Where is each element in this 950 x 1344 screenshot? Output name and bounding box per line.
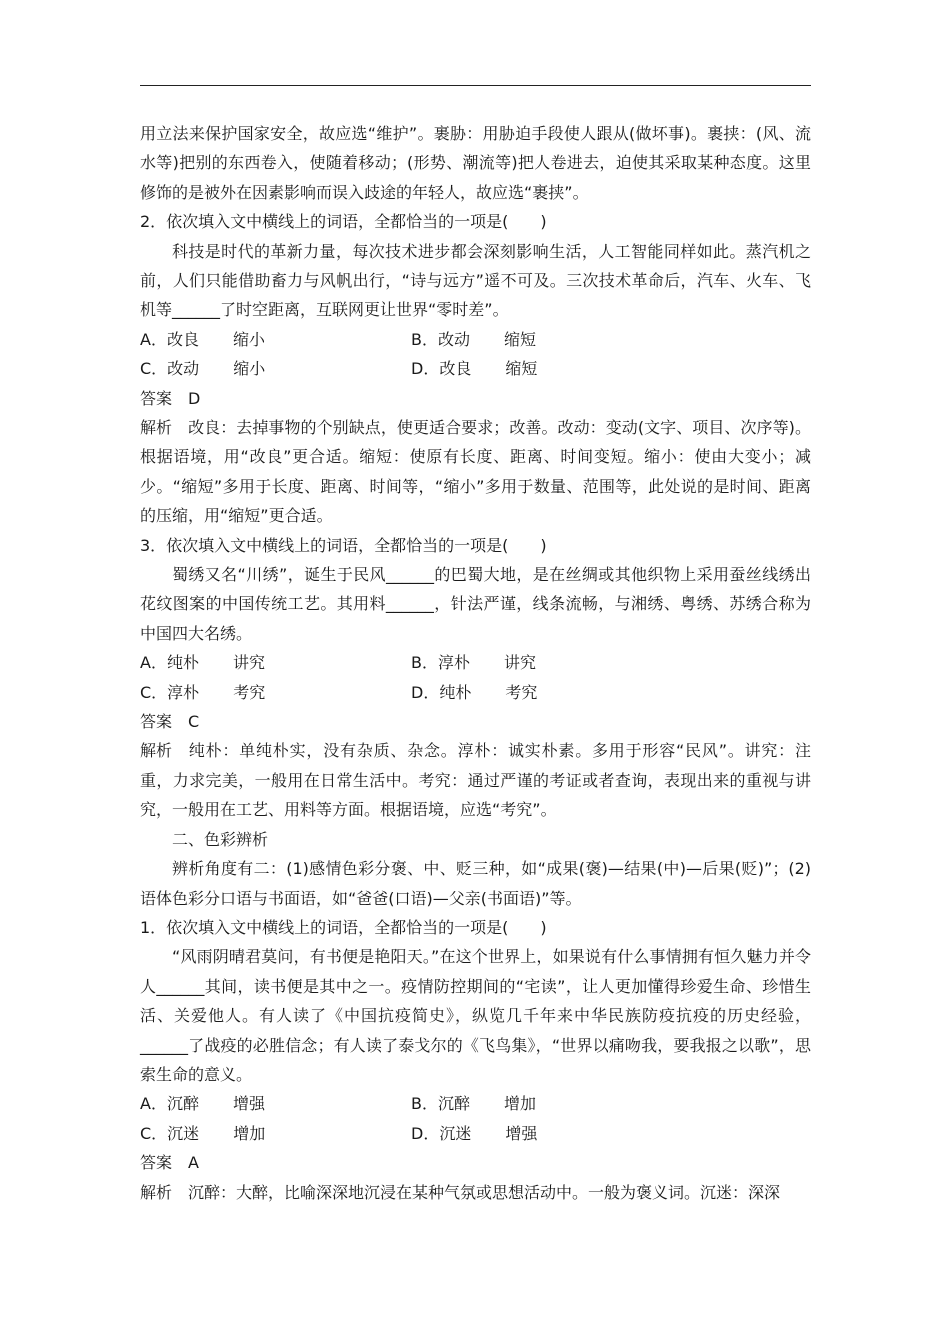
option-word: 增强 [232, 1094, 265, 1114]
q3-answer [140, 707, 811, 736]
option-word: 考究 [505, 682, 538, 702]
q2-option-a [140, 325, 411, 354]
q3-passage: 蜀绣又名“川绣”，诞生于民风______的巴蜀大地，是在丝绸或其他织物上采用蚕丝线绣出花纹图案的中国传统工艺。其用料______，针法严谨，线条流畅，与湘绣、粤绣、苏绣合称为中国四大名绣。 [140, 565, 811, 643]
analysis-text: 改良：去掉事物的个别缺点，使更适合要求；改善。改动：变动(文字、项目、次序等)。根据语境，用“改良”更合适。缩短：使原有长度、距离、时间变短。缩小：使由大变小；减少。“缩短”多用于长度、距离、时间等，“缩小”多用于数量、范围等，此处说的是时间、距离的压缩，用“缩短”更合适。 [140, 418, 811, 526]
option-letter: B．淳朴 [411, 653, 470, 673]
q3-option-b [411, 648, 682, 677]
s2q1-option-c [140, 1119, 411, 1148]
q2-options-row-1 [140, 325, 811, 354]
q3-analysis [140, 736, 811, 824]
q2-stem: 2．依次填入文中横线上的词语，全都恰当的一项是( ) [140, 212, 547, 232]
s2q1-stem: 1．依次填入文中横线上的词语，全都恰当的一项是( ) [140, 917, 547, 937]
q3-option-a [140, 648, 411, 677]
s2q1-options-row-1 [140, 1089, 811, 1118]
answer-value: A [188, 1153, 199, 1173]
analysis-text: 纯朴：单纯朴实，没有杂质、杂念。淳朴：诚实朴素。多用于形容“民风”。讲究：注重，力求完美，一般用在日常生活中。考究：通过严谨的考证或者查询，表现出来的重视与讲究，一般用在工艺、用料等方面。根据语境，应选“考究”。 [140, 741, 811, 820]
document-body [140, 119, 811, 1207]
q2-option-d [411, 354, 682, 383]
analysis-label: 解析 [140, 741, 173, 761]
option-word: 增加 [233, 1123, 266, 1143]
q2-option-c [140, 354, 411, 383]
s2q1-analysis [140, 1178, 811, 1207]
q2-answer [140, 384, 811, 413]
q2-analysis [140, 413, 811, 531]
s2q1-option-a [140, 1089, 411, 1118]
option-letter: B．沉醉 [411, 1094, 470, 1114]
answer-label: 答案 [140, 712, 173, 732]
option-word: 讲究 [503, 653, 536, 673]
section-2-intro: 辨析角度有二：(1)感情色彩分褒、中、贬三种，如“成果(褒)—结果(中)—后果(贬)”；(2)语体色彩分口语与书面语，如“爸爸(口语)—父亲(书面语)”等。 [140, 859, 811, 908]
option-letter: D．沉迷 [411, 1123, 472, 1143]
option-letter: A．沉醉 [140, 1094, 199, 1114]
q2-passage: 科技是时代的革新力量，每次技术进步都会深刻影响生活，人工智能同样如此。蒸汽机之前，人们只能借助畜力与风帆出行，“诗与远方”遥不可及。三次技术革命后，汽车、火车、飞机等______了时空距离，互联网更让世界“零时差”。 [140, 241, 811, 320]
q3-stem: 3．依次填入文中横线上的词语，全都恰当的一项是( ) [140, 535, 547, 555]
q2-option-b [411, 325, 682, 354]
option-letter: D．纯朴 [411, 682, 472, 702]
answer-label: 答案 [140, 388, 173, 408]
s2q1-options-row-2 [140, 1119, 811, 1148]
q2-options-row-2 [140, 354, 811, 383]
option-letter: C．沉迷 [140, 1123, 200, 1143]
option-word: 缩小 [232, 329, 265, 349]
q3-option-d [411, 678, 682, 707]
option-word: 增加 [503, 1094, 536, 1114]
answer-label: 答案 [140, 1153, 173, 1173]
s2q1-passage: “风雨阴晴君莫问，有书便是艳阳天。”在这个世界上，如果说有什么事情拥有恒久魅力并令人______其间，读书便是其中之一。疫情防控期间的“宅读”，让人更加懂得珍爱生命、珍惜生活、关爱他人。有人读了《中国抗疫简史》，纵览几千年来中华民族防疫抗疫的历史经验，______了战疫的必胜信念；有人读了泰戈尔的《飞鸟集》，“世界以痛吻我，要我报之以歌”，思索生命的意义。 [140, 947, 811, 1084]
header-rule [140, 85, 811, 86]
option-word: 缩短 [505, 359, 538, 379]
q3-option-c [140, 678, 411, 707]
option-word: 增强 [505, 1123, 538, 1143]
analysis-text: 沉醉：大醉，比喻深深地沉浸在某种气氛或思想活动中。一般为褒义词。沉迷：深深 [188, 1182, 781, 1202]
section-2-title: 二、色彩辨析 [172, 829, 269, 849]
option-word: 讲究 [232, 653, 265, 673]
s2q1-option-b [411, 1089, 682, 1118]
paragraph-continued: 用立法来保护国家安全，故应选“维护”。裹胁：用胁迫手段使人跟从(做坏事)。裹挟：(风、流水等)把别的东西卷入，使随着移动；(形势、潮流等)把人卷进去，迫使其采取某种态度。这里修饰的是被外在因素影响而误入歧途的年轻人，故应选“裹挟”。 [140, 124, 811, 202]
option-letter: A．纯朴 [140, 653, 199, 673]
q3-options-row-1 [140, 648, 811, 677]
s2q1-answer [140, 1148, 811, 1177]
option-word: 缩短 [503, 329, 536, 349]
analysis-label: 解析 [140, 1182, 173, 1202]
option-letter: B．改动 [411, 329, 470, 349]
answer-value: C [188, 712, 200, 732]
option-letter: A．改良 [140, 329, 199, 349]
analysis-label: 解析 [140, 418, 173, 438]
option-word: 缩小 [233, 359, 266, 379]
answer-value: D [188, 388, 201, 408]
option-word: 考究 [233, 682, 266, 702]
option-letter: D．改良 [411, 359, 472, 379]
q3-options-row-2 [140, 678, 811, 707]
option-letter: C．淳朴 [140, 682, 200, 702]
option-letter: C．改动 [140, 359, 200, 379]
s2q1-option-d [411, 1119, 682, 1148]
